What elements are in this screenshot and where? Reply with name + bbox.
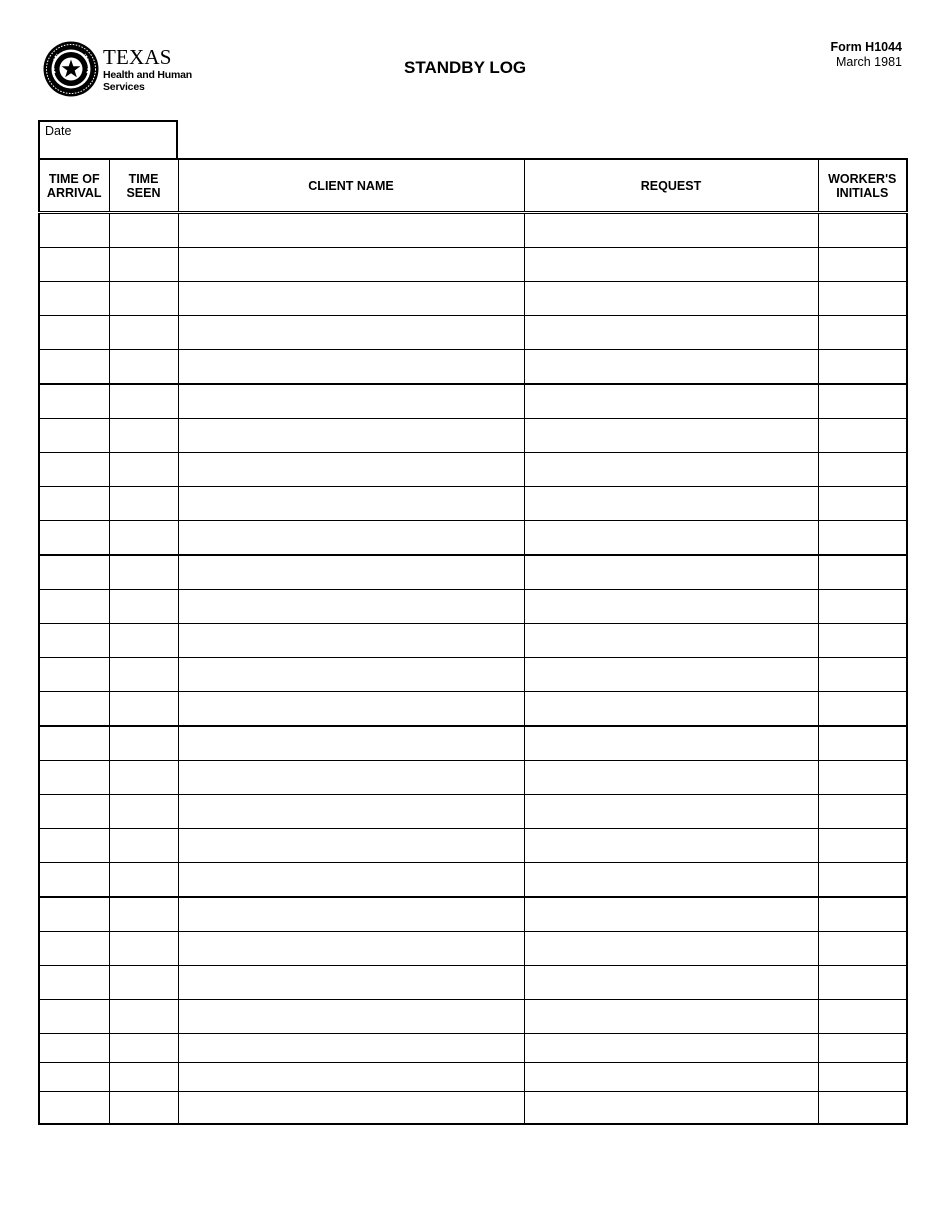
cell-time-of-arrival[interactable] <box>39 1063 109 1092</box>
cell-client-name[interactable] <box>178 692 524 727</box>
table-row <box>39 658 907 692</box>
date-label: Date <box>45 124 72 138</box>
cell-time-seen[interactable] <box>109 453 178 487</box>
cell-workers-initials[interactable] <box>818 350 907 385</box>
cell-workers-initials[interactable] <box>818 829 907 863</box>
cell-client-name[interactable] <box>178 966 524 1000</box>
table-row <box>39 966 907 1000</box>
cell-workers-initials[interactable] <box>818 1034 907 1063</box>
cell-request[interactable] <box>524 521 818 556</box>
cell-time-of-arrival[interactable] <box>39 555 109 590</box>
cell-workers-initials[interactable] <box>818 897 907 932</box>
cell-workers-initials[interactable] <box>818 1092 907 1125</box>
table-row <box>39 590 907 624</box>
cell-workers-initials[interactable] <box>818 863 907 898</box>
cell-client-name[interactable] <box>178 419 524 453</box>
cell-workers-initials[interactable] <box>818 316 907 350</box>
cell-request[interactable] <box>524 966 818 1000</box>
table-row <box>39 350 907 385</box>
table-row <box>39 1092 907 1125</box>
cell-client-name[interactable] <box>178 316 524 350</box>
cell-time-seen[interactable] <box>109 350 178 385</box>
cell-client-name[interactable] <box>178 932 524 966</box>
cell-time-of-arrival[interactable] <box>39 282 109 316</box>
cell-client-name[interactable] <box>178 350 524 385</box>
cell-workers-initials[interactable] <box>818 692 907 727</box>
cell-client-name[interactable] <box>178 897 524 932</box>
cell-time-seen[interactable] <box>109 624 178 658</box>
cell-request[interactable] <box>524 419 818 453</box>
cell-client-name[interactable] <box>178 1034 524 1063</box>
table-row <box>39 453 907 487</box>
table-header-row <box>39 159 907 213</box>
cell-request[interactable] <box>524 282 818 316</box>
column-header-request: REQUEST <box>524 159 818 213</box>
column-header-time-of-arrival: TIME OF ARRIVAL <box>39 159 109 213</box>
standby-log-table <box>38 158 908 1125</box>
table-row <box>39 555 907 590</box>
cell-request[interactable] <box>524 1063 818 1092</box>
cell-time-of-arrival[interactable] <box>39 863 109 898</box>
table-row <box>39 419 907 453</box>
cell-time-seen[interactable] <box>109 658 178 692</box>
cell-workers-initials[interactable] <box>818 932 907 966</box>
table-row <box>39 1000 907 1034</box>
cell-time-of-arrival[interactable] <box>39 419 109 453</box>
cell-request[interactable] <box>524 453 818 487</box>
cell-client-name[interactable] <box>178 384 524 419</box>
cell-workers-initials[interactable] <box>818 453 907 487</box>
cell-workers-initials[interactable] <box>818 761 907 795</box>
cell-time-of-arrival[interactable] <box>39 829 109 863</box>
cell-client-name[interactable] <box>178 1092 524 1125</box>
cell-time-seen[interactable] <box>109 213 178 248</box>
cell-workers-initials[interactable] <box>818 555 907 590</box>
cell-workers-initials[interactable] <box>818 590 907 624</box>
cell-request[interactable] <box>524 624 818 658</box>
table-row <box>39 932 907 966</box>
cell-time-seen[interactable] <box>109 863 178 898</box>
cell-request[interactable] <box>524 487 818 521</box>
cell-time-seen[interactable] <box>109 419 178 453</box>
date-field[interactable] <box>38 120 178 159</box>
cell-request[interactable] <box>524 590 818 624</box>
cell-time-of-arrival[interactable] <box>39 384 109 419</box>
column-header-client-name: CLIENT NAME <box>178 159 524 213</box>
column-header-time-seen: TIME SEEN <box>109 159 178 213</box>
cell-time-seen[interactable] <box>109 521 178 556</box>
cell-time-of-arrival[interactable] <box>39 966 109 1000</box>
cell-time-seen[interactable] <box>109 1034 178 1063</box>
logo-agency-line-1: Health and Human <box>103 69 192 81</box>
cell-request[interactable] <box>524 213 818 248</box>
cell-workers-initials[interactable] <box>818 726 907 761</box>
cell-time-of-arrival[interactable] <box>39 1092 109 1125</box>
cell-workers-initials[interactable] <box>818 419 907 453</box>
table-row <box>39 1063 907 1092</box>
cell-request[interactable] <box>524 761 818 795</box>
cell-workers-initials[interactable] <box>818 966 907 1000</box>
cell-client-name[interactable] <box>178 726 524 761</box>
cell-request[interactable] <box>524 726 818 761</box>
texas-hhs-seal-icon <box>42 40 100 98</box>
cell-workers-initials[interactable] <box>818 487 907 521</box>
form-identifier <box>830 40 902 70</box>
cell-client-name[interactable] <box>178 213 524 248</box>
table-row <box>39 795 907 829</box>
cell-request[interactable] <box>524 1000 818 1034</box>
cell-time-seen[interactable] <box>109 795 178 829</box>
cell-request[interactable] <box>524 897 818 932</box>
cell-request[interactable] <box>524 932 818 966</box>
cell-client-name[interactable] <box>178 829 524 863</box>
cell-time-of-arrival[interactable] <box>39 1000 109 1034</box>
cell-time-seen[interactable] <box>109 932 178 966</box>
cell-client-name[interactable] <box>178 590 524 624</box>
table-row <box>39 829 907 863</box>
cell-time-of-arrival[interactable] <box>39 316 109 350</box>
table-row <box>39 521 907 556</box>
cell-client-name[interactable] <box>178 795 524 829</box>
form-number: Form H1044 <box>830 40 902 54</box>
table-row <box>39 282 907 316</box>
cell-time-seen[interactable] <box>109 829 178 863</box>
form-title: STANDBY LOG <box>404 58 527 77</box>
cell-request[interactable] <box>524 316 818 350</box>
table-row <box>39 384 907 419</box>
cell-client-name[interactable] <box>178 658 524 692</box>
cell-request[interactable] <box>524 384 818 419</box>
cell-workers-initials[interactable] <box>818 1063 907 1092</box>
cell-request[interactable] <box>524 829 818 863</box>
table-row <box>39 487 907 521</box>
cell-request[interactable] <box>524 658 818 692</box>
cell-time-seen[interactable] <box>109 966 178 1000</box>
table-row <box>39 726 907 761</box>
cell-time-seen[interactable] <box>109 555 178 590</box>
cell-time-of-arrival[interactable] <box>39 521 109 556</box>
cell-workers-initials[interactable] <box>818 521 907 556</box>
cell-request[interactable] <box>524 350 818 385</box>
cell-time-seen[interactable] <box>109 316 178 350</box>
cell-time-seen[interactable] <box>109 1000 178 1034</box>
cell-time-seen[interactable] <box>109 384 178 419</box>
cell-workers-initials[interactable] <box>818 624 907 658</box>
cell-workers-initials[interactable] <box>818 795 907 829</box>
cell-request[interactable] <box>524 863 818 898</box>
form-revision-date: March 1981 <box>835 55 902 69</box>
cell-request[interactable] <box>524 795 818 829</box>
cell-time-of-arrival[interactable] <box>39 761 109 795</box>
cell-time-of-arrival[interactable] <box>39 453 109 487</box>
cell-time-of-arrival[interactable] <box>39 932 109 966</box>
cell-time-of-arrival[interactable] <box>39 692 109 727</box>
cell-request[interactable] <box>524 1092 818 1125</box>
cell-time-seen[interactable] <box>109 897 178 932</box>
cell-time-of-arrival[interactable] <box>39 726 109 761</box>
cell-client-name[interactable] <box>178 1063 524 1092</box>
cell-client-name[interactable] <box>178 761 524 795</box>
table-row <box>39 316 907 350</box>
cell-time-of-arrival[interactable] <box>39 795 109 829</box>
table-row <box>39 213 907 248</box>
cell-request[interactable] <box>524 248 818 282</box>
cell-workers-initials[interactable] <box>818 282 907 316</box>
cell-workers-initials[interactable] <box>818 248 907 282</box>
logo-wordmark: TEXAS <box>103 45 172 69</box>
cell-client-name[interactable] <box>178 282 524 316</box>
cell-time-seen[interactable] <box>109 761 178 795</box>
cell-request[interactable] <box>524 555 818 590</box>
cell-time-of-arrival[interactable] <box>39 487 109 521</box>
cell-workers-initials[interactable] <box>818 658 907 692</box>
table-row <box>39 897 907 932</box>
cell-client-name[interactable] <box>178 248 524 282</box>
cell-client-name[interactable] <box>178 624 524 658</box>
cell-time-of-arrival[interactable] <box>39 350 109 385</box>
cell-time-of-arrival[interactable] <box>39 624 109 658</box>
cell-time-seen[interactable] <box>109 248 178 282</box>
agency-logo <box>42 40 202 100</box>
table-row <box>39 761 907 795</box>
cell-client-name[interactable] <box>178 521 524 556</box>
cell-workers-initials[interactable] <box>818 213 907 248</box>
cell-time-seen[interactable] <box>109 487 178 521</box>
cell-time-of-arrival[interactable] <box>39 658 109 692</box>
cell-client-name[interactable] <box>178 453 524 487</box>
cell-workers-initials[interactable] <box>818 1000 907 1034</box>
cell-time-seen[interactable] <box>109 692 178 727</box>
cell-workers-initials[interactable] <box>818 384 907 419</box>
cell-client-name[interactable] <box>178 487 524 521</box>
table-body <box>39 213 907 1125</box>
cell-time-seen[interactable] <box>109 590 178 624</box>
cell-client-name[interactable] <box>178 555 524 590</box>
cell-time-of-arrival[interactable] <box>39 897 109 932</box>
cell-time-seen[interactable] <box>109 1063 178 1092</box>
cell-time-of-arrival[interactable] <box>39 1034 109 1063</box>
cell-time-seen[interactable] <box>109 726 178 761</box>
cell-request[interactable] <box>524 1034 818 1063</box>
column-header-workers-initials: WORKER'S INITIALS <box>818 159 907 213</box>
table-row <box>39 624 907 658</box>
cell-time-seen[interactable] <box>109 282 178 316</box>
cell-client-name[interactable] <box>178 1000 524 1034</box>
table-row <box>39 692 907 727</box>
table-row <box>39 248 907 282</box>
cell-request[interactable] <box>524 692 818 727</box>
cell-client-name[interactable] <box>178 863 524 898</box>
cell-time-of-arrival[interactable] <box>39 213 109 248</box>
cell-time-of-arrival[interactable] <box>39 248 109 282</box>
table-row <box>39 1034 907 1063</box>
cell-time-of-arrival[interactable] <box>39 590 109 624</box>
logo-agency-line-2: Services <box>103 81 145 93</box>
cell-time-seen[interactable] <box>109 1092 178 1125</box>
table-row <box>39 863 907 898</box>
